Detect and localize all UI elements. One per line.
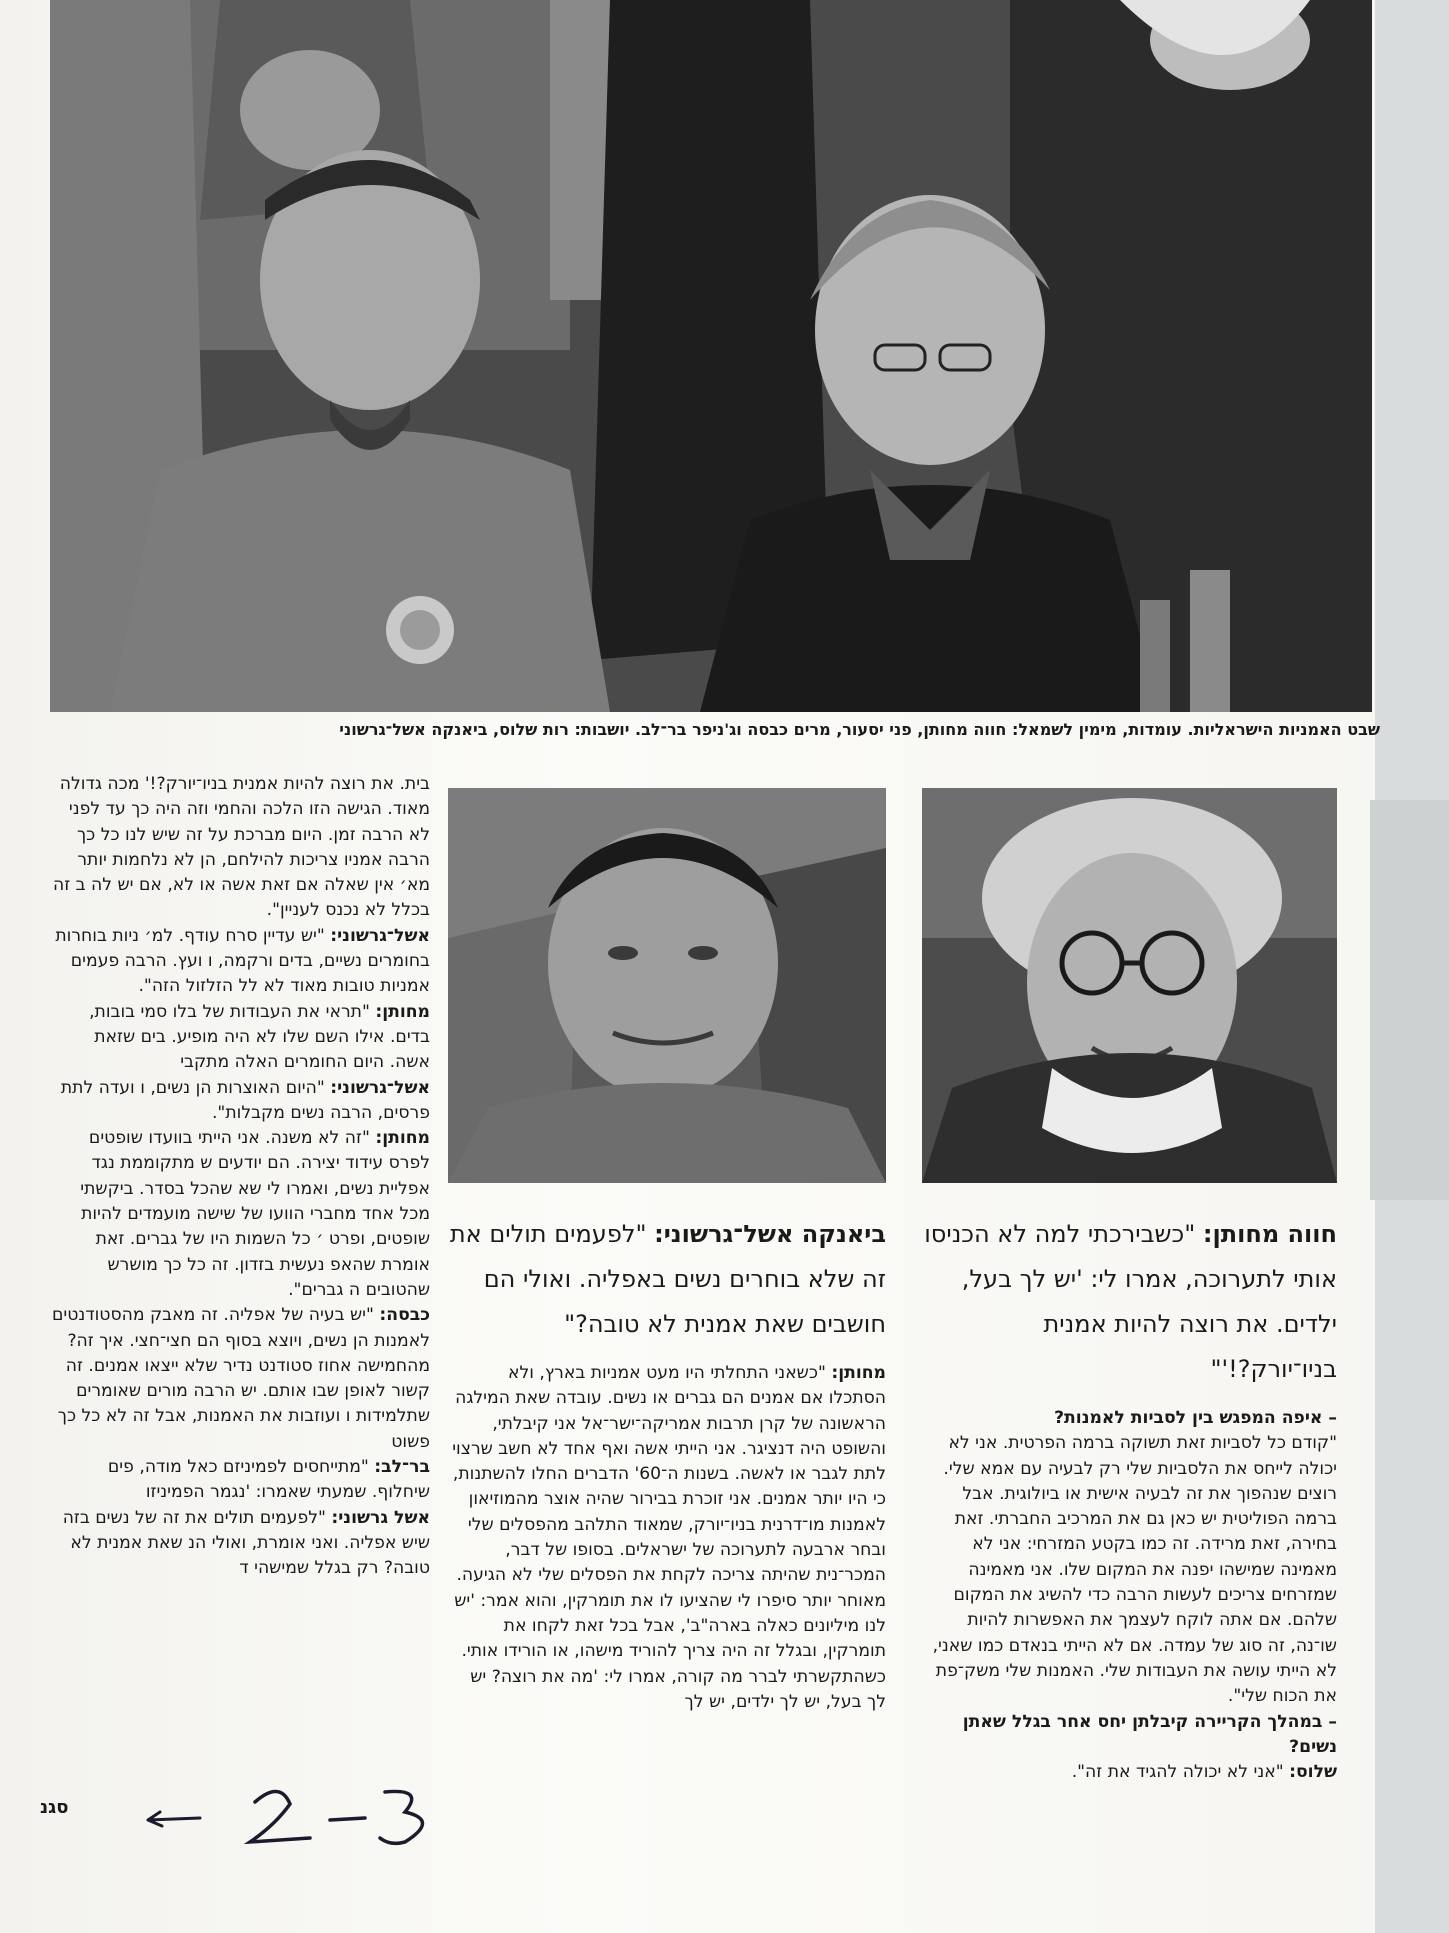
portrait-bianca-eshel-gershuni — [448, 788, 886, 1183]
paragraph-text: "יש עדיין סרח עודף. למ׳ ניות בוחרות בחומרים נשיים, בדים ורקמה, ו ועץ. הרבה פעמים אמניות טובות מאוד לא לל הזלזול הזה". — [55, 925, 430, 997]
paragraph-text: "לפעמים תולים את זה של נשים בזה שיש אפליה. ואני אומרת, ואולי הנ שאת אמנית לא טובה? רק בגלל שמישהי ד — [62, 1507, 430, 1579]
article-paragraph — [50, 1455, 430, 1506]
article-paragraph — [50, 1076, 430, 1127]
speaker-label: מחותן: — [375, 1001, 430, 1022]
speaker-label: אשל־גרשוני: — [330, 925, 430, 946]
speaker-label: שלוס: — [1289, 1762, 1337, 1783]
photo-caption: שבט האמניות הישראליות. עומדות, מימין לשמאל: חווה מחותן, פני יסעור, מרים כבסה וג'ניפר בר־לב. יושבות: רות שלוס, ביאנקה אשל־גרשוני — [339, 720, 1380, 739]
speaker-label: מחותן: — [831, 1363, 886, 1383]
page-folio: סגנ — [40, 1797, 69, 1818]
article-paragraph — [50, 1000, 430, 1076]
article-paragraph — [50, 1126, 430, 1303]
paragraph-text: "אני לא יכולה להגיד את זה". — [1071, 1762, 1290, 1783]
paragraph-text: "תראי את העבודות של בלו סמי בובות, בדים. אילו השם שלו לא היה מופיע. בים שזאת אשה. היום החומרים האלה מתקבי — [89, 1001, 430, 1073]
pull-quote-bianca — [448, 1212, 886, 1347]
portrait-bianca-image — [448, 788, 886, 1183]
article-column-left — [50, 772, 430, 1702]
group-photo — [50, 0, 1372, 712]
interview-question: – איפה המפגש בין לסביות לאמנות? — [1054, 1408, 1337, 1428]
portrait-hava-mehutan — [922, 788, 1337, 1183]
article-column-right — [922, 1212, 1337, 1785]
paragraph-text: "זה לא משנה. אני הייתי בוועדו שופטים לפרס עידוד יצירה. הם יודעים ש מתקוממת נגד אפליית נשים, ואמרו לי שא שהכל בסדר. ביקשתי מכל אחד מחברי הוועו של שישה מועמדים להיות שופטים, ופרט ׳ כל השמות היו של גברים. זאת אומרת שהאפ נעשית בזדון. זה כל כך מושרש שהטובים ה גברים". — [80, 1128, 430, 1300]
paragraph-text: "כשאני התחלתי היו מעט אמניות בארץ, ולא הסתכלו אם אמנים הם גברים או נשים. עובדה שאת המילגה הראשונה של קרן תרבות אמריקה־ישר־אל אני קיבלתי, והשופט היה דנציגר. אני הייתי אשה ואף אחד לא חשב שרצוי לתת לגבר או לאשה. בשנות ה־60' הדברים החלו להשתנות, כי היו יותר אמנים. אני זוכרת בבירור שהיה אוצר מהמוזיאון לאמנות מו־דרנית בניו־יורק, שמאוד התלהב מהפסלים שלי ובחר ארבעה לתערוכה של ישראלים. בסופו של דבר, המכר־נית שהיתה צריכה לקחת את הפסלים שלי לא הגיעה. מאוחר יותר סיפרו לי שהציעו לו את תומרקין, והוא אמר: 'יש לנו מיליונים כאלה בארה"ב', אבל בכל זאת לקחו את תומרקין, ובגלל זה היה צריך להוריד מישהו, או הורידו אותי. כשהתקשרתי לברר מה קורה, אמרו לי: 'מה את רוצה? יש לך בעל, יש לך ילדים, יש לך — [452, 1363, 886, 1712]
article-column-middle — [448, 1212, 886, 1715]
article-paragraph: "קודם כל לסביות זאת תשוקה ברמה הפרטית. אני לא יכולה לייחס את הלסביות שלי רק לבעיה עם אמא שלי. רוצים שנהפוך את זה לבעיה אישית או ביולוגית. אבל ברמה הפוליטית יש כאן גם את המרכיב החברתי. זאת בחירה, זאת מרידה. זה כמו בקטע המזרחי: אני לא מאמינה שמישהו יפנה את המקום שלו. אני מאמינה שמזרחים צריכים לעשות הרבה כדי להשיג את המקום שלהם. אם אתה לוקח לעצמך את האפשרות להיות שו־נה, זה סוג של עמדה. אם לא הייתי בנאדם כמו שאני, לא הייתי עושה את העבודות שלי. האמנות שלי משק־פת את הכוח שלי". — [932, 1433, 1337, 1707]
speaker-label: מחותן: — [375, 1128, 430, 1149]
pull-quote-text: "לפעמים תולים את זה שלא בוחרים נשים באפליה. ואולי הם חושבים שאת אמנית לא טובה?" — [449, 1220, 886, 1338]
speaker-label: בר־לב: — [374, 1457, 430, 1478]
pull-quote-text: "כשבירכתי למה לא הכניסו אותי לתערוכה, אמרו לי: 'יש לך בעל, ילדים. את רוצה להיות אמנית בניו־יורק?!'" — [924, 1220, 1337, 1383]
pull-quote-speaker: חווה מחותן: — [1202, 1220, 1337, 1248]
article-paragraph — [50, 1506, 430, 1582]
paragraph-text: "יש בעיה של אפליה. זה מאבק מהסטודנטים לאמנות הן נשים, ויוצא בסוף הם חצי־חצי. איך זה? מהחמישה אחוז סטודנט נדיר שלא ייצאו אמנים. זה קשור לאופן שבו אותם. יש הרבה מורים שאומרים שתלמידות ו ועוזבות את האמנות, אבל זה לא כל כך פשוט — [51, 1305, 430, 1452]
background-edge-shadow — [1370, 800, 1449, 1200]
speaker-label: אשל גרשוני: — [331, 1507, 430, 1528]
article-paragraph: בית. את רוצה להיות אמנית בניו־יורק?!' מכה גדולה מאוד. הגישה הזו הלכה והחמי וזה היה כך עד לפני לא הרבה זמן. היום מברכת על זה שיש לנו כל כך הרבה אמניו צריכות להילחם, הן לא נלחמות יותר מא׳ אין שאלה אם זאת אשה או לא, אם יש לה ב זה בכלל לא נכנס לעניין". — [53, 774, 430, 921]
pull-quote-hava — [922, 1212, 1337, 1392]
speaker-label: אשל־גרשוני: — [330, 1077, 430, 1098]
group-photo-image — [50, 0, 1372, 712]
handwritten-note — [140, 1780, 440, 1850]
interview-question: – במהלך הקריירה קיבלתן יחס אחר בגלל שאתן נשים? — [962, 1711, 1337, 1757]
portrait-hava-image — [922, 788, 1337, 1183]
article-paragraph — [922, 1760, 1337, 1785]
paragraph-text: "היום האוצרות הן נשים, ו ועדה לתת פרסים, הרבה נשים מקבלות". — [60, 1077, 430, 1123]
article-paragraph — [448, 1361, 886, 1715]
article-paragraph — [50, 1303, 430, 1455]
pull-quote-speaker: ביאנקה אשל־גרשוני: — [654, 1220, 886, 1248]
article-paragraph — [50, 924, 430, 1000]
speaker-label: כבסה: — [379, 1305, 430, 1326]
paragraph-text: "מתייחסים לפמיניזם כאל מודה, פים שיחלוף. שמעתי שאמרו: 'נגמר הפמיניזו — [107, 1457, 430, 1503]
